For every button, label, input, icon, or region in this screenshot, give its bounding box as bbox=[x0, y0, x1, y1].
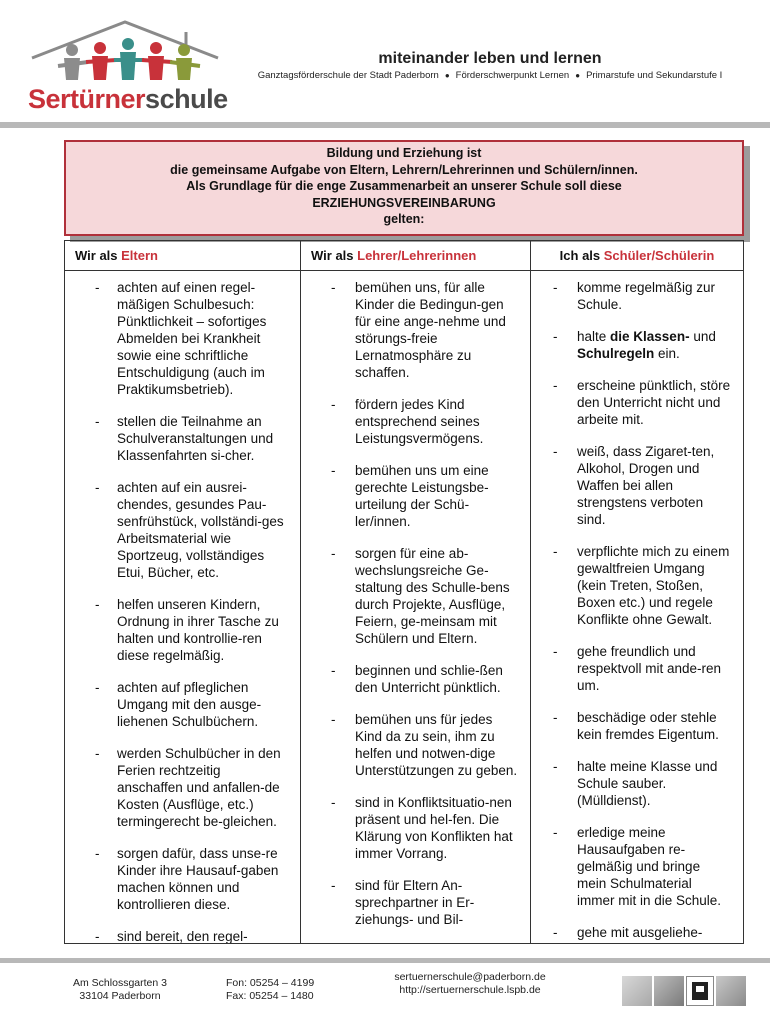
dash-bullet: - bbox=[95, 480, 100, 495]
list-item bbox=[301, 794, 530, 862]
dash-bullet: - bbox=[95, 746, 100, 761]
address-street: Am Schlossgarten 3 bbox=[73, 977, 167, 989]
dash-bullet: - bbox=[95, 846, 100, 861]
dash-bullet: - bbox=[331, 280, 336, 295]
website-link[interactable]: http://sertuernerschule.lspb.de bbox=[399, 984, 541, 996]
item-text: bemühen uns, für alle Kinder die Bedingun-gen für eine ange-nehme und störungs-freie Lernatmosphäre zu schaffen. bbox=[355, 280, 506, 380]
list-item bbox=[301, 877, 530, 928]
header-prefix: Wir als bbox=[75, 248, 118, 263]
column-header-students bbox=[531, 241, 743, 271]
students-list bbox=[531, 271, 743, 941]
list-item bbox=[301, 462, 530, 530]
item-text: bemühen uns für jedes Kind da zu sein, ihm zu helfen und notwen-dige Unterstützungen zu geben. bbox=[355, 712, 518, 778]
dash-bullet: - bbox=[95, 597, 100, 612]
dash-bullet: - bbox=[331, 546, 336, 561]
item-text-part: erscheine pünktlich, störe den Unterricht nicht und arbeite mit. bbox=[577, 378, 731, 427]
dash-bullet: - bbox=[553, 925, 558, 940]
item-text: werden Schulbücher in den Ferien rechtzeitig anschaffen und anfallen-de Kosten (Ausflüge, etc.) termingerecht be-gleichen. bbox=[117, 746, 281, 829]
item-text-part: beschädige oder stehle kein fremdes Eigentum. bbox=[577, 710, 719, 742]
subline-part: Ganztagsförderschule der Stadt Paderborn bbox=[257, 70, 439, 81]
dash-bullet: - bbox=[95, 414, 100, 429]
item-text: sorgen für eine ab-wechslungsreiche Ge-staltung des Schulle-bens durch Projekte, Ausflüge, Feiern, ge-meinsam mit Schülern und Eltern. bbox=[355, 546, 510, 646]
header-prefix: Ich als bbox=[559, 248, 601, 263]
school-name bbox=[28, 84, 228, 115]
item-text-part: gehe freundlich und respektvoll mit ande-ren um. bbox=[577, 644, 722, 693]
list-item bbox=[531, 924, 743, 941]
item-text: sind für Eltern An-sprechpartner in Er-ziehungs- und Bil- bbox=[355, 878, 475, 927]
list-item bbox=[531, 543, 743, 628]
item-text: sind bereit, den regel- bbox=[117, 929, 248, 943]
dash-bullet: - bbox=[553, 444, 558, 459]
dash-bullet: - bbox=[95, 680, 100, 695]
dash-bullet: - bbox=[331, 397, 336, 412]
list-item bbox=[65, 845, 300, 913]
dash-bullet: - bbox=[553, 644, 558, 659]
subline-part: Förderschwerpunkt Lernen bbox=[455, 70, 570, 81]
emblem-tile bbox=[716, 976, 746, 1006]
emblem-logo-icon bbox=[686, 976, 714, 1006]
item-text: bemühen uns um eine gerechte Leistungsbe-urteilung der Schü-ler/innen. bbox=[355, 463, 489, 529]
list-item bbox=[65, 596, 300, 664]
item-text-part: halte meine Klasse und Schule sauber. (Mülldienst). bbox=[577, 759, 718, 808]
list-item bbox=[531, 328, 743, 362]
footer-divider bbox=[0, 958, 770, 963]
header-prefix: Wir als bbox=[311, 248, 354, 263]
item-text: achten auf einen regel-mäßigen Schulbesuch: Pünktlichkeit – sofortiges Abmelden bei Krankheit sowie eine schriftliche Entschuldigung (auch im Praktikumsbetrieb). bbox=[117, 280, 267, 397]
item-text-part: und bbox=[689, 329, 716, 344]
item-text: beginnen und schlie-ßen den Unterricht pünktlich. bbox=[355, 663, 503, 695]
dash-bullet: - bbox=[553, 329, 558, 344]
dash-bullet: - bbox=[553, 759, 558, 774]
teachers-list bbox=[301, 271, 530, 928]
intro-box bbox=[64, 140, 744, 236]
item-text-part: verpflichte mich zu einem gewaltfreien Umgang (kein Treten, Stoßen, Boxen etc.) und regele Konflikte ohne Gewalt. bbox=[577, 544, 730, 627]
column-header-teachers bbox=[301, 241, 530, 271]
intro-line: die gemeinsame Aufgabe von Eltern, Lehrern/Lehrerinnen und Schülern/innen. bbox=[170, 162, 638, 177]
dash-bullet: - bbox=[95, 929, 100, 943]
dash-bullet: - bbox=[553, 825, 558, 840]
footer-web bbox=[370, 971, 570, 997]
list-item bbox=[65, 479, 300, 581]
item-text-part: erledige meine Hausaufgaben re-gelmäßig und bringe mein Schulmaterial immer mit in die Schule. bbox=[577, 825, 722, 908]
list-item bbox=[65, 928, 300, 943]
list-item bbox=[531, 279, 743, 313]
item-text-part: halte bbox=[577, 329, 611, 344]
email-link[interactable]: sertuernerschule@paderborn.de bbox=[394, 971, 546, 983]
list-item bbox=[301, 662, 530, 696]
list-item bbox=[301, 711, 530, 779]
bullet-dot: ● bbox=[444, 71, 450, 80]
school-subline bbox=[230, 70, 750, 81]
item-text-part: Schulregeln bbox=[577, 346, 655, 361]
item-text: achten auf pfleglichen Umgang mit den ausge-liehenen Schulbüchern. bbox=[117, 680, 262, 729]
dash-bullet: - bbox=[553, 710, 558, 725]
item-text: sorgen dafür, dass unse-re Kinder ihre Hausauf-gaben machen können und kontrollieren diese. bbox=[117, 846, 279, 912]
dash-bullet: - bbox=[331, 795, 336, 810]
dash-bullet: - bbox=[331, 463, 336, 478]
agreement-table bbox=[64, 240, 744, 944]
list-item bbox=[65, 745, 300, 830]
list-item bbox=[301, 279, 530, 381]
emblem-tile bbox=[654, 976, 684, 1006]
school-motto: miteinander leben und lernen bbox=[378, 50, 602, 67]
item-text-part: komme regelmäßig zur Schule. bbox=[577, 280, 716, 312]
header-role: Schüler/Schülerin bbox=[603, 248, 715, 263]
header-role: Eltern bbox=[121, 248, 158, 263]
dash-bullet: - bbox=[331, 878, 336, 893]
column-header-parents bbox=[65, 241, 300, 271]
item-text-part: die Klassen- bbox=[610, 329, 690, 344]
list-item bbox=[301, 545, 530, 647]
bullet-dot: ● bbox=[575, 71, 581, 80]
emblem-tile bbox=[622, 976, 652, 1006]
list-item bbox=[301, 396, 530, 447]
school-name-part1: Sertürner bbox=[28, 84, 146, 114]
item-text-part: ein. bbox=[654, 346, 680, 361]
school-logo bbox=[28, 18, 228, 118]
dash-bullet: - bbox=[331, 663, 336, 678]
dash-bullet: - bbox=[553, 280, 558, 295]
intro-line: ERZIEHUNGSVEREINBARUNG bbox=[312, 195, 496, 210]
list-item bbox=[531, 377, 743, 428]
footer-address bbox=[60, 977, 180, 1003]
item-text-part: gehe mit ausgeliehe- bbox=[577, 925, 703, 940]
list-item bbox=[65, 679, 300, 730]
footer-emblems bbox=[622, 976, 746, 1006]
item-text-part: weiß, dass Zigaret-ten, Alkohol, Drogen und Waffen bei allen strengstens verboten sind. bbox=[577, 444, 715, 527]
item-text: stellen die Teilnahme an Schulveranstaltungen und Klassenfahrten si-cher. bbox=[117, 414, 274, 463]
subline-part: Primarstufe und Sekundarstufe I bbox=[586, 70, 723, 81]
item-text: fördern jedes Kind entsprechend seines Leistungsvermögens. bbox=[355, 397, 484, 446]
item-text: sind in Konfliktsituatio-nen präsent und hel-fen. Die Klärung von Konflikten hat immer Vorrang. bbox=[355, 795, 513, 861]
header-divider bbox=[0, 122, 770, 128]
school-name-part2: schule bbox=[145, 84, 228, 114]
column-students bbox=[531, 241, 743, 943]
footer-phone bbox=[226, 977, 314, 1003]
item-text: helfen unseren Kindern, Ordnung in ihrer Tasche zu halten und kontrollie-ren diese regelmäßig. bbox=[117, 597, 279, 663]
parents-list bbox=[65, 271, 300, 943]
dash-bullet: - bbox=[331, 712, 336, 727]
phone-number: Fon: 05254 – 4199 bbox=[226, 977, 315, 989]
list-item bbox=[531, 443, 743, 528]
list-item bbox=[65, 279, 300, 398]
intro-line: Als Grundlage für die enge Zusammenarbeit an unserer Schule soll diese bbox=[186, 179, 622, 193]
fax-number: Fax: 05254 – 1480 bbox=[226, 990, 314, 1002]
dash-bullet: - bbox=[553, 544, 558, 559]
intro-line: gelten: bbox=[383, 212, 425, 226]
dash-bullet: - bbox=[95, 280, 100, 295]
list-item bbox=[531, 709, 743, 743]
intro-line: Bildung und Erziehung ist bbox=[326, 146, 482, 160]
dash-bullet: - bbox=[553, 378, 558, 393]
list-item bbox=[65, 413, 300, 464]
column-teachers bbox=[301, 241, 531, 943]
house-children-icon bbox=[28, 18, 222, 88]
address-city: 33104 Paderborn bbox=[79, 990, 161, 1002]
column-parents bbox=[65, 241, 301, 943]
list-item bbox=[531, 643, 743, 694]
list-item bbox=[531, 758, 743, 809]
list-item bbox=[531, 824, 743, 909]
item-text: achten auf ein ausrei-chendes, gesundes Pau-senfrühstück, vollständi-ges Arbeitsmaterial wie Sportzeug, vollständiges Etui, Bücher, etc. bbox=[117, 480, 284, 580]
header-role: Lehrer/Lehrerinnen bbox=[357, 248, 477, 263]
